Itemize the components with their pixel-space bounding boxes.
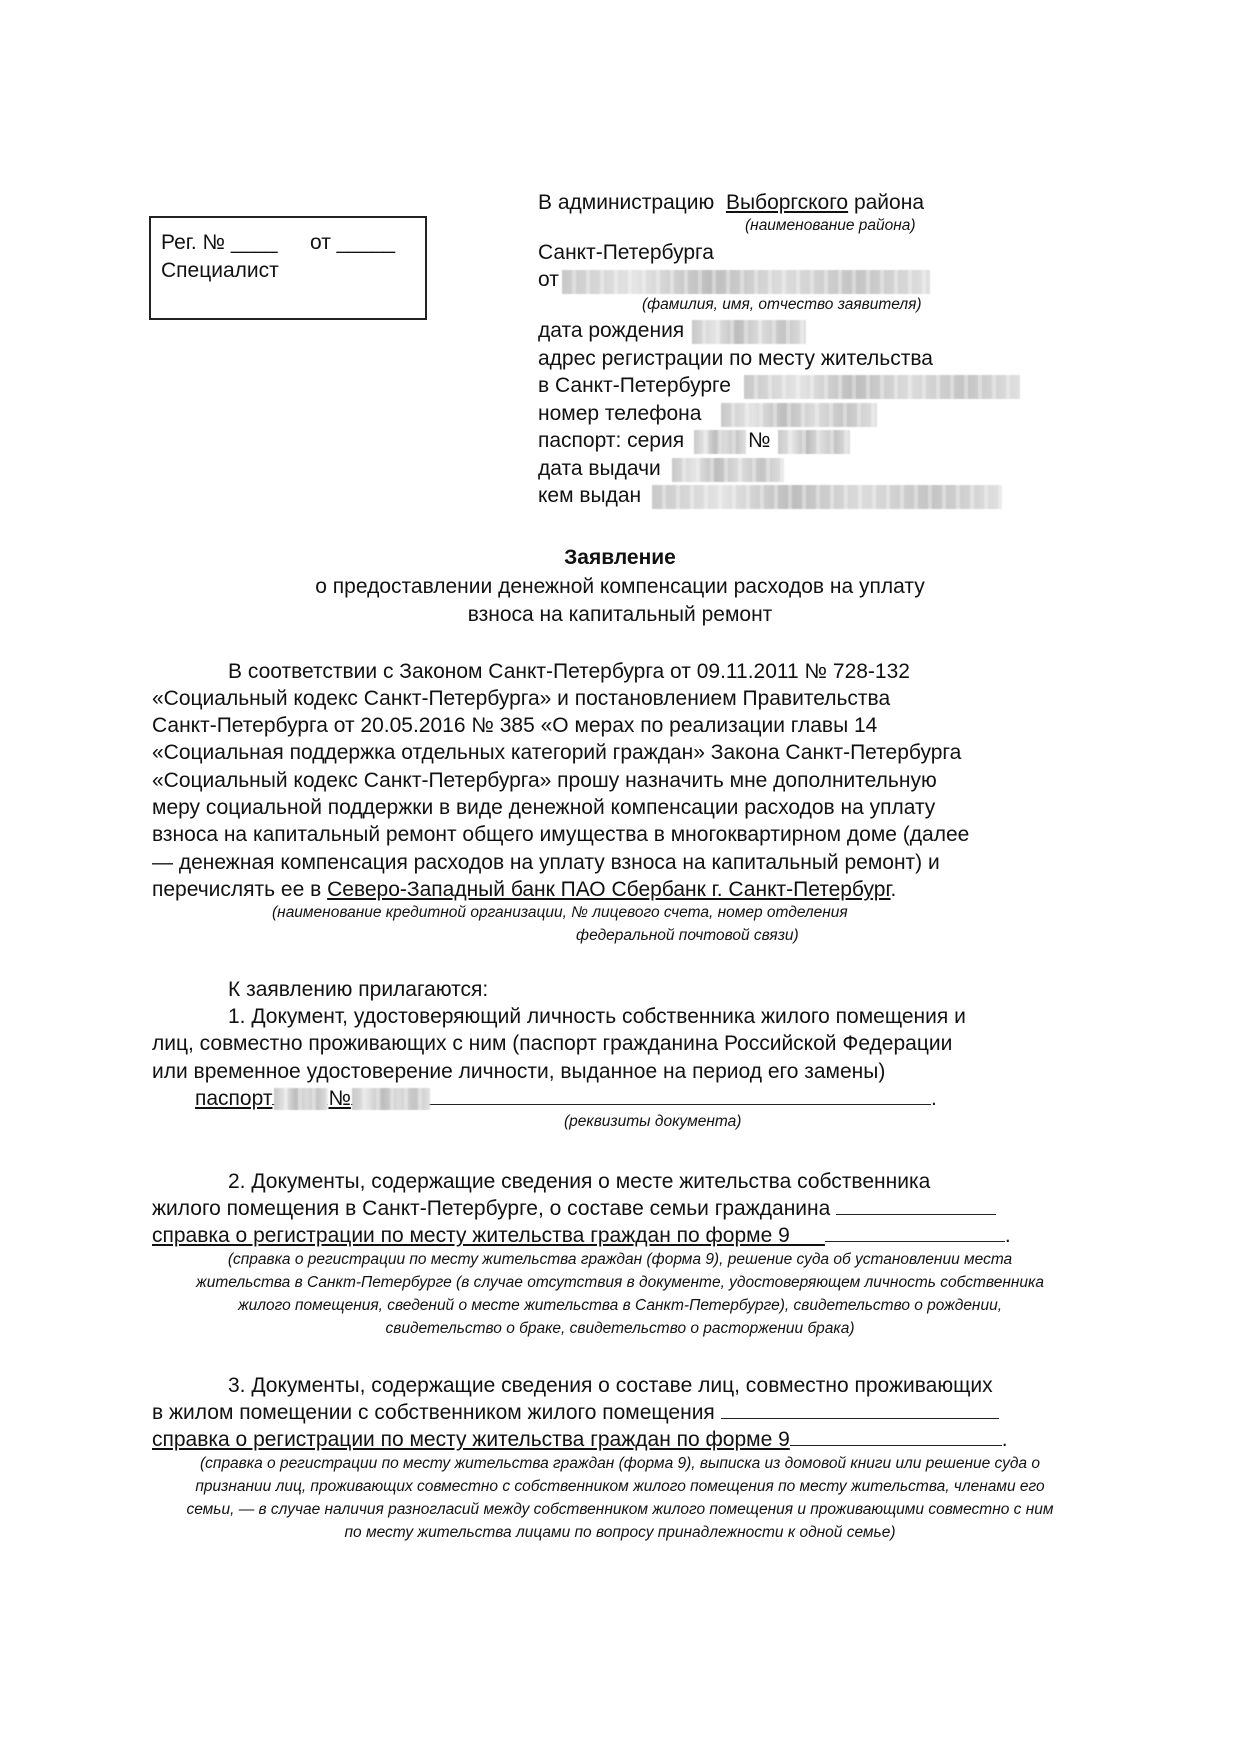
item3-hint-line: признании лиц, проживающих совместно с собственником жилого помещения по месту жительства, членами его bbox=[195, 1478, 1045, 1495]
transfer-line bbox=[152, 877, 896, 903]
item2-end: . bbox=[1004, 1224, 1011, 1247]
body-line: взноса на капитальный ремонт общего имущества в многоквартирном доме (далее bbox=[152, 823, 970, 846]
body-line: Санкт-Петербурга от 20.05.2016 № 385 «О мерах по реализации главы 14 bbox=[152, 714, 878, 737]
applicant-name-redacted bbox=[562, 270, 930, 294]
title-line-2: взноса на капитальный ремонт bbox=[467, 603, 773, 626]
item1-series-redacted bbox=[274, 1088, 328, 1110]
item2-value-line bbox=[152, 1223, 1011, 1249]
item2-value-fill bbox=[825, 1223, 1005, 1242]
body-line: «Социальный кодекс Санкт-Петербурга» и постановлением Правительства bbox=[152, 687, 891, 710]
issued-by-redacted bbox=[652, 485, 1002, 509]
district-hint: (наименование района) bbox=[745, 217, 916, 234]
item1-number-redacted bbox=[352, 1088, 430, 1110]
issue-date-label: дата выдачи bbox=[538, 457, 661, 480]
body-line: «Социальная поддержка отдельных категорий граждан» Закона Санкт-Петербурга bbox=[152, 741, 962, 764]
reg-address-label: адрес регистрации по месту жительства bbox=[538, 347, 933, 370]
item1-number-label: № bbox=[328, 1087, 351, 1110]
item3-fill-line bbox=[721, 1400, 999, 1419]
body-line: «Социальный кодекс Санкт-Петербурга» прошу назначить мне дополнительную bbox=[152, 769, 937, 792]
item3-value-line bbox=[152, 1427, 1008, 1453]
phone-label: номер телефона bbox=[538, 402, 702, 425]
bank-hint-line-1: (наименование кредитной организации, № лицевого счета, номер отделения bbox=[272, 904, 848, 921]
reg-date-label: от _____ bbox=[310, 231, 396, 254]
item2-line: 2. Документы, содержащие сведения о месте жительства собственника bbox=[228, 1170, 931, 1193]
applicant-hint: (фамилия, имя, отчество заявителя) bbox=[642, 296, 922, 313]
item3-value-fill bbox=[790, 1427, 1002, 1446]
passport-series-redacted bbox=[694, 430, 746, 454]
item1-line: лиц, совместно проживающих с ним (паспорт гражданина Российской Федерации bbox=[152, 1032, 953, 1055]
item2-line-2 bbox=[152, 1196, 996, 1222]
item1-line: 1. Документ, удостоверяющий личность собственника жилого помещения и bbox=[228, 1005, 966, 1028]
attachments-intro: К заявлению прилагаются: bbox=[228, 978, 489, 1001]
specialist-label: Специалист bbox=[161, 259, 279, 282]
passport-number-label: № bbox=[748, 429, 771, 452]
item3-hint-line: (справка о регистрации по месту жительства граждан (форма 9), выписка из домовой книги или решение суда о bbox=[200, 1455, 1040, 1472]
item3-value: справка о регистрации по месту жительства граждан по форме 9 bbox=[152, 1428, 790, 1451]
in-spb-label: в Санкт-Петербурге bbox=[538, 374, 731, 397]
item2-fill-line bbox=[836, 1196, 996, 1215]
bank-hint-line-2: федеральной почтовой связи) bbox=[576, 927, 799, 944]
address-redacted bbox=[744, 375, 1020, 399]
item3-hint-line: семьи, — в случае наличия разногласий между собственником жилого помещения и проживающими совместно с ним bbox=[186, 1501, 1054, 1518]
birth-date-redacted bbox=[692, 320, 806, 344]
transfer-prefix: перечислять ее в bbox=[152, 878, 322, 901]
item3-hint-line: по месту жительства лицами по вопросу принадлежности к одной семье) bbox=[344, 1524, 896, 1541]
district-suffix: района bbox=[853, 191, 924, 214]
item2-hint-line: жилого помещения, сведений о месте жительства в Санкт-Петербурге), свидетельство о рождении, bbox=[237, 1297, 1003, 1314]
item3-line: 3. Документы, содержащие сведения о составе лиц, совместно проживающих bbox=[228, 1374, 993, 1397]
item1-passport-label: паспорт bbox=[195, 1087, 273, 1110]
item1-hint: (реквизиты документа) bbox=[564, 1113, 742, 1130]
item2-line-text: жилого помещения в Санкт-Петербурге, о составе семьи гражданина bbox=[152, 1197, 831, 1220]
body-line: — денежная компенсация расходов на уплату взноса на капитальный ремонт) и bbox=[152, 851, 940, 874]
body-line: меру социальной поддержки в виде денежной компенсации расходов на уплату bbox=[152, 796, 936, 819]
item2-hint-line: (справка о регистрации по месту жительства граждан (форма 9), решение суда об установлении места bbox=[227, 1251, 1013, 1268]
item3-end: . bbox=[1001, 1428, 1008, 1451]
reg-number-label: Рег. № ____ bbox=[161, 231, 278, 254]
city-label: Санкт-Петербурга bbox=[538, 241, 714, 264]
district-name: Выборгского bbox=[725, 191, 849, 214]
item3-line-text: в жилом помещении с собственником жилого помещения bbox=[152, 1401, 715, 1424]
body-line: В соответствии с Законом Санкт-Петербурга от 09.11.2011 № 728-132 bbox=[228, 660, 910, 683]
passport-number-redacted bbox=[778, 430, 850, 454]
passport-series-label: паспорт: серия bbox=[538, 429, 685, 452]
item1-fill-line bbox=[351, 1086, 931, 1105]
birth-date-label: дата рождения bbox=[538, 319, 685, 342]
document-title: Заявление bbox=[564, 546, 676, 569]
from-label: от bbox=[538, 268, 559, 291]
item2-value: справка о регистрации по месту жительства граждан по форме 9___ bbox=[152, 1224, 825, 1247]
item2-hint-line: жительства в Санкт-Петербурге (в случае отсутствия в документе, удостоверяющем личность собственника bbox=[196, 1274, 1044, 1291]
title-line-1: о предоставлении денежной компенсации расходов на уплату bbox=[315, 575, 925, 598]
header-to-admin bbox=[538, 190, 924, 216]
transfer-suffix: . bbox=[890, 878, 897, 901]
phone-redacted bbox=[721, 403, 877, 427]
to-admin-prefix: В администрацию bbox=[538, 191, 715, 214]
item1-end: . bbox=[930, 1087, 937, 1110]
item1-line: или временное удостоверение личности, выданное на период его замены) bbox=[152, 1060, 886, 1083]
item2-hint-line: свидетельство о браке, свидетельство о расторжении брака) bbox=[385, 1320, 855, 1337]
issued-by-label: кем выдан bbox=[538, 484, 642, 507]
issue-date-redacted bbox=[672, 458, 784, 482]
item3-line-2 bbox=[152, 1400, 999, 1426]
bank-name: Северо-Западный банк ПАО Сбербанк г. Санкт-Петербург bbox=[327, 878, 891, 901]
